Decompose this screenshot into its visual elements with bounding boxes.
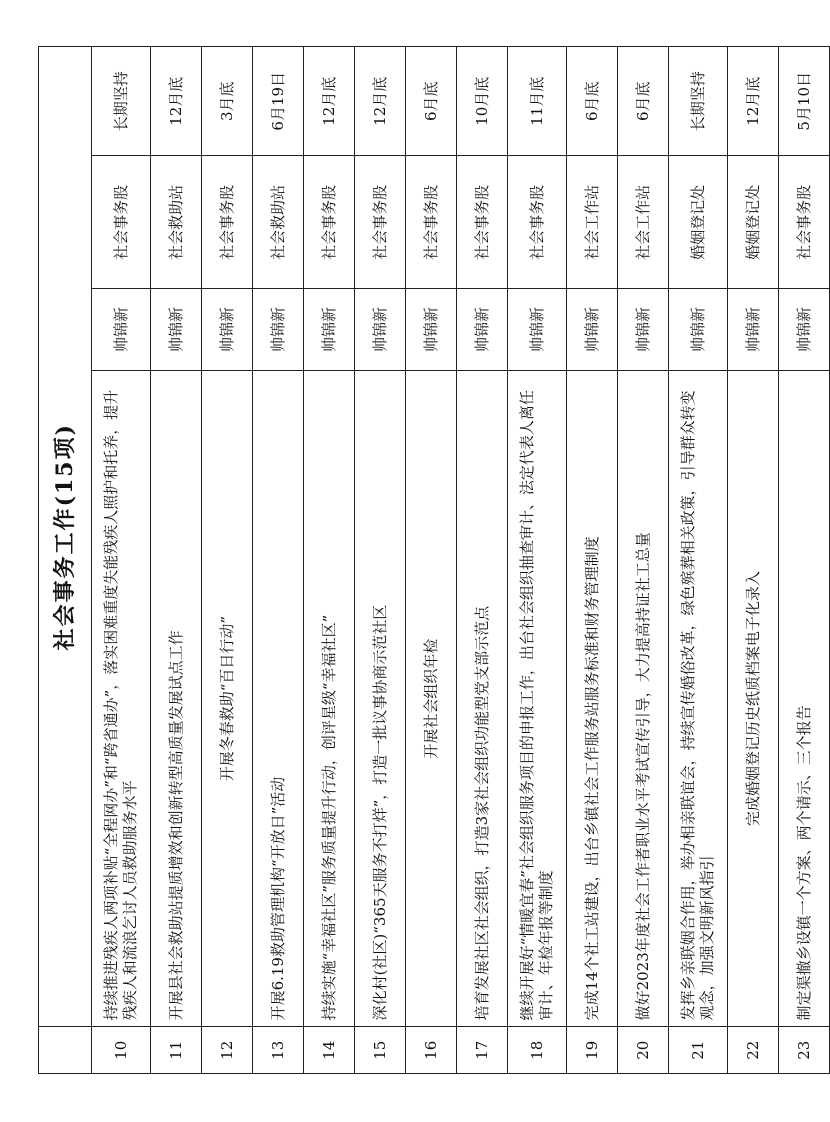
deadline: 3月底: [202, 47, 253, 156]
table-row: [253, 47, 304, 1074]
task-description: 完成14个社工站建设，出台乡镇社会工作服务站服务标准和财务管理制度: [567, 370, 618, 1027]
deadline: 12月底: [304, 47, 355, 156]
responsible-leader: 帅锦新: [304, 289, 355, 371]
row-number: 13: [253, 1027, 304, 1074]
deadline: 10月底: [457, 47, 508, 156]
task-description: 开展县社会救助站提质增效和创新转型高质量发展试点工作: [151, 370, 202, 1027]
row-number: 17: [457, 1027, 508, 1074]
table-row: [304, 47, 355, 1074]
responsible-department: 社会事务股: [508, 156, 567, 289]
row-number: 19: [567, 1027, 618, 1074]
responsible-department: 社会事务股: [457, 156, 508, 289]
deadline: 12月底: [728, 47, 779, 156]
task-description: 深化村(社区)“365天服务不打烊”，打造一批议事协商示范社区: [355, 370, 406, 1027]
responsible-leader: 帅锦新: [151, 289, 202, 371]
section-title-row: [39, 47, 92, 1074]
deadline: 6月19日: [253, 47, 304, 156]
task-description: 完成婚姻登记历史纸质档案电子化录入: [728, 370, 779, 1027]
responsible-leader: 帅锦新: [202, 289, 253, 371]
table-row: [151, 47, 202, 1074]
responsible-department: 社会工作站: [567, 156, 618, 289]
row-number: 18: [508, 1027, 567, 1074]
row-number: 22: [728, 1027, 779, 1074]
task-description: 持续实施“幸福社区”服务质量提升行动，创评星级“幸福社区”: [304, 370, 355, 1027]
table-row: [355, 47, 406, 1074]
responsible-department: 社会救助站: [253, 156, 304, 289]
deadline: 长期坚持: [92, 47, 151, 156]
work-task-table: [38, 46, 830, 1074]
section-title: 社会事务工作(15项): [39, 47, 92, 1027]
responsible-leader: 帅锦新: [508, 289, 567, 371]
responsible-department: 社会事务股: [304, 156, 355, 289]
table-row: [406, 47, 457, 1074]
task-description: 做好2023年度社会工作者职业水平考试宣传引导，大力提高持证社工总量: [618, 370, 669, 1027]
responsible-department: 社会事务股: [779, 156, 830, 289]
responsible-department: 社会救助站: [151, 156, 202, 289]
responsible-leader: 帅锦新: [779, 289, 830, 371]
responsible-leader: 帅锦新: [728, 289, 779, 371]
task-description: 开展冬春救助“百日行动”: [202, 370, 253, 1027]
deadline: 5月10日: [779, 47, 830, 156]
responsible-department: 社会事务股: [92, 156, 151, 289]
deadline: 6月底: [406, 47, 457, 156]
task-description: 继续开展好“情暖宜春”社会组织服务项目的申报工作，出台社会组织抽查审计、法定代表人离任审计、年检年报等制度: [508, 370, 567, 1027]
row-number: 10: [92, 1027, 151, 1074]
deadline: 11月底: [508, 47, 567, 156]
responsible-department: 社会事务股: [202, 156, 253, 289]
deadline: 12月底: [355, 47, 406, 156]
table-row: [567, 47, 618, 1074]
responsible-department: 社会工作站: [618, 156, 669, 289]
responsible-department: 社会事务股: [355, 156, 406, 289]
table-row: [508, 47, 567, 1074]
deadline: 长期坚持: [669, 47, 728, 156]
responsible-department: 婚姻登记处: [728, 156, 779, 289]
table-row: [92, 47, 151, 1074]
table-row: [669, 47, 728, 1074]
responsible-leader: 帅锦新: [253, 289, 304, 371]
responsible-leader: 帅锦新: [406, 289, 457, 371]
title-spacer-cell: [39, 1027, 92, 1074]
task-description: 制定渠撤乡设镇一个方案、两个请示、三个报告: [779, 370, 830, 1027]
row-number: 11: [151, 1027, 202, 1074]
task-rows: [92, 47, 830, 1074]
deadline: 12月底: [151, 47, 202, 156]
task-description: 开展6.19救助管理机构“开放日”活动: [253, 370, 304, 1027]
table-row: [202, 47, 253, 1074]
row-number: 12: [202, 1027, 253, 1074]
row-number: 15: [355, 1027, 406, 1074]
responsible-leader: 帅锦新: [92, 289, 151, 371]
row-number: 16: [406, 1027, 457, 1074]
row-number: 20: [618, 1027, 669, 1074]
row-number: 14: [304, 1027, 355, 1074]
responsible-department: 婚姻登记处: [669, 156, 728, 289]
task-description: 开展社会组织年检: [406, 370, 457, 1027]
responsible-leader: 帅锦新: [457, 289, 508, 371]
task-description: 持续推进残疾人两项补贴“全程网办”和“跨省通办”，落实困难重度失能残疾人照护和托养，提升残疾人和流浪乞讨人员救助服务水平: [92, 370, 151, 1027]
table-row: [728, 47, 779, 1074]
deadline: 6月底: [618, 47, 669, 156]
table-row: [457, 47, 508, 1074]
task-description: 发挥乡亲联姻合作用，举办相亲联谊会，持续宣传婚俗改革，绿色殡葬相关政策，引导群众转变观念，加强文明新风指引: [669, 370, 728, 1027]
task-description: 培育发展社区社会组织，打造3家社会组织功能型党支部示范点: [457, 370, 508, 1027]
responsible-leader: 帅锦新: [669, 289, 728, 371]
responsible-leader: 帅锦新: [567, 289, 618, 371]
row-number: 23: [779, 1027, 830, 1074]
responsible-leader: 帅锦新: [618, 289, 669, 371]
responsible-department: 社会事务股: [406, 156, 457, 289]
table-row: [618, 47, 669, 1074]
deadline: 6月底: [567, 47, 618, 156]
responsible-leader: 帅锦新: [355, 289, 406, 371]
table-row: [779, 47, 830, 1074]
row-number: 21: [669, 1027, 728, 1074]
